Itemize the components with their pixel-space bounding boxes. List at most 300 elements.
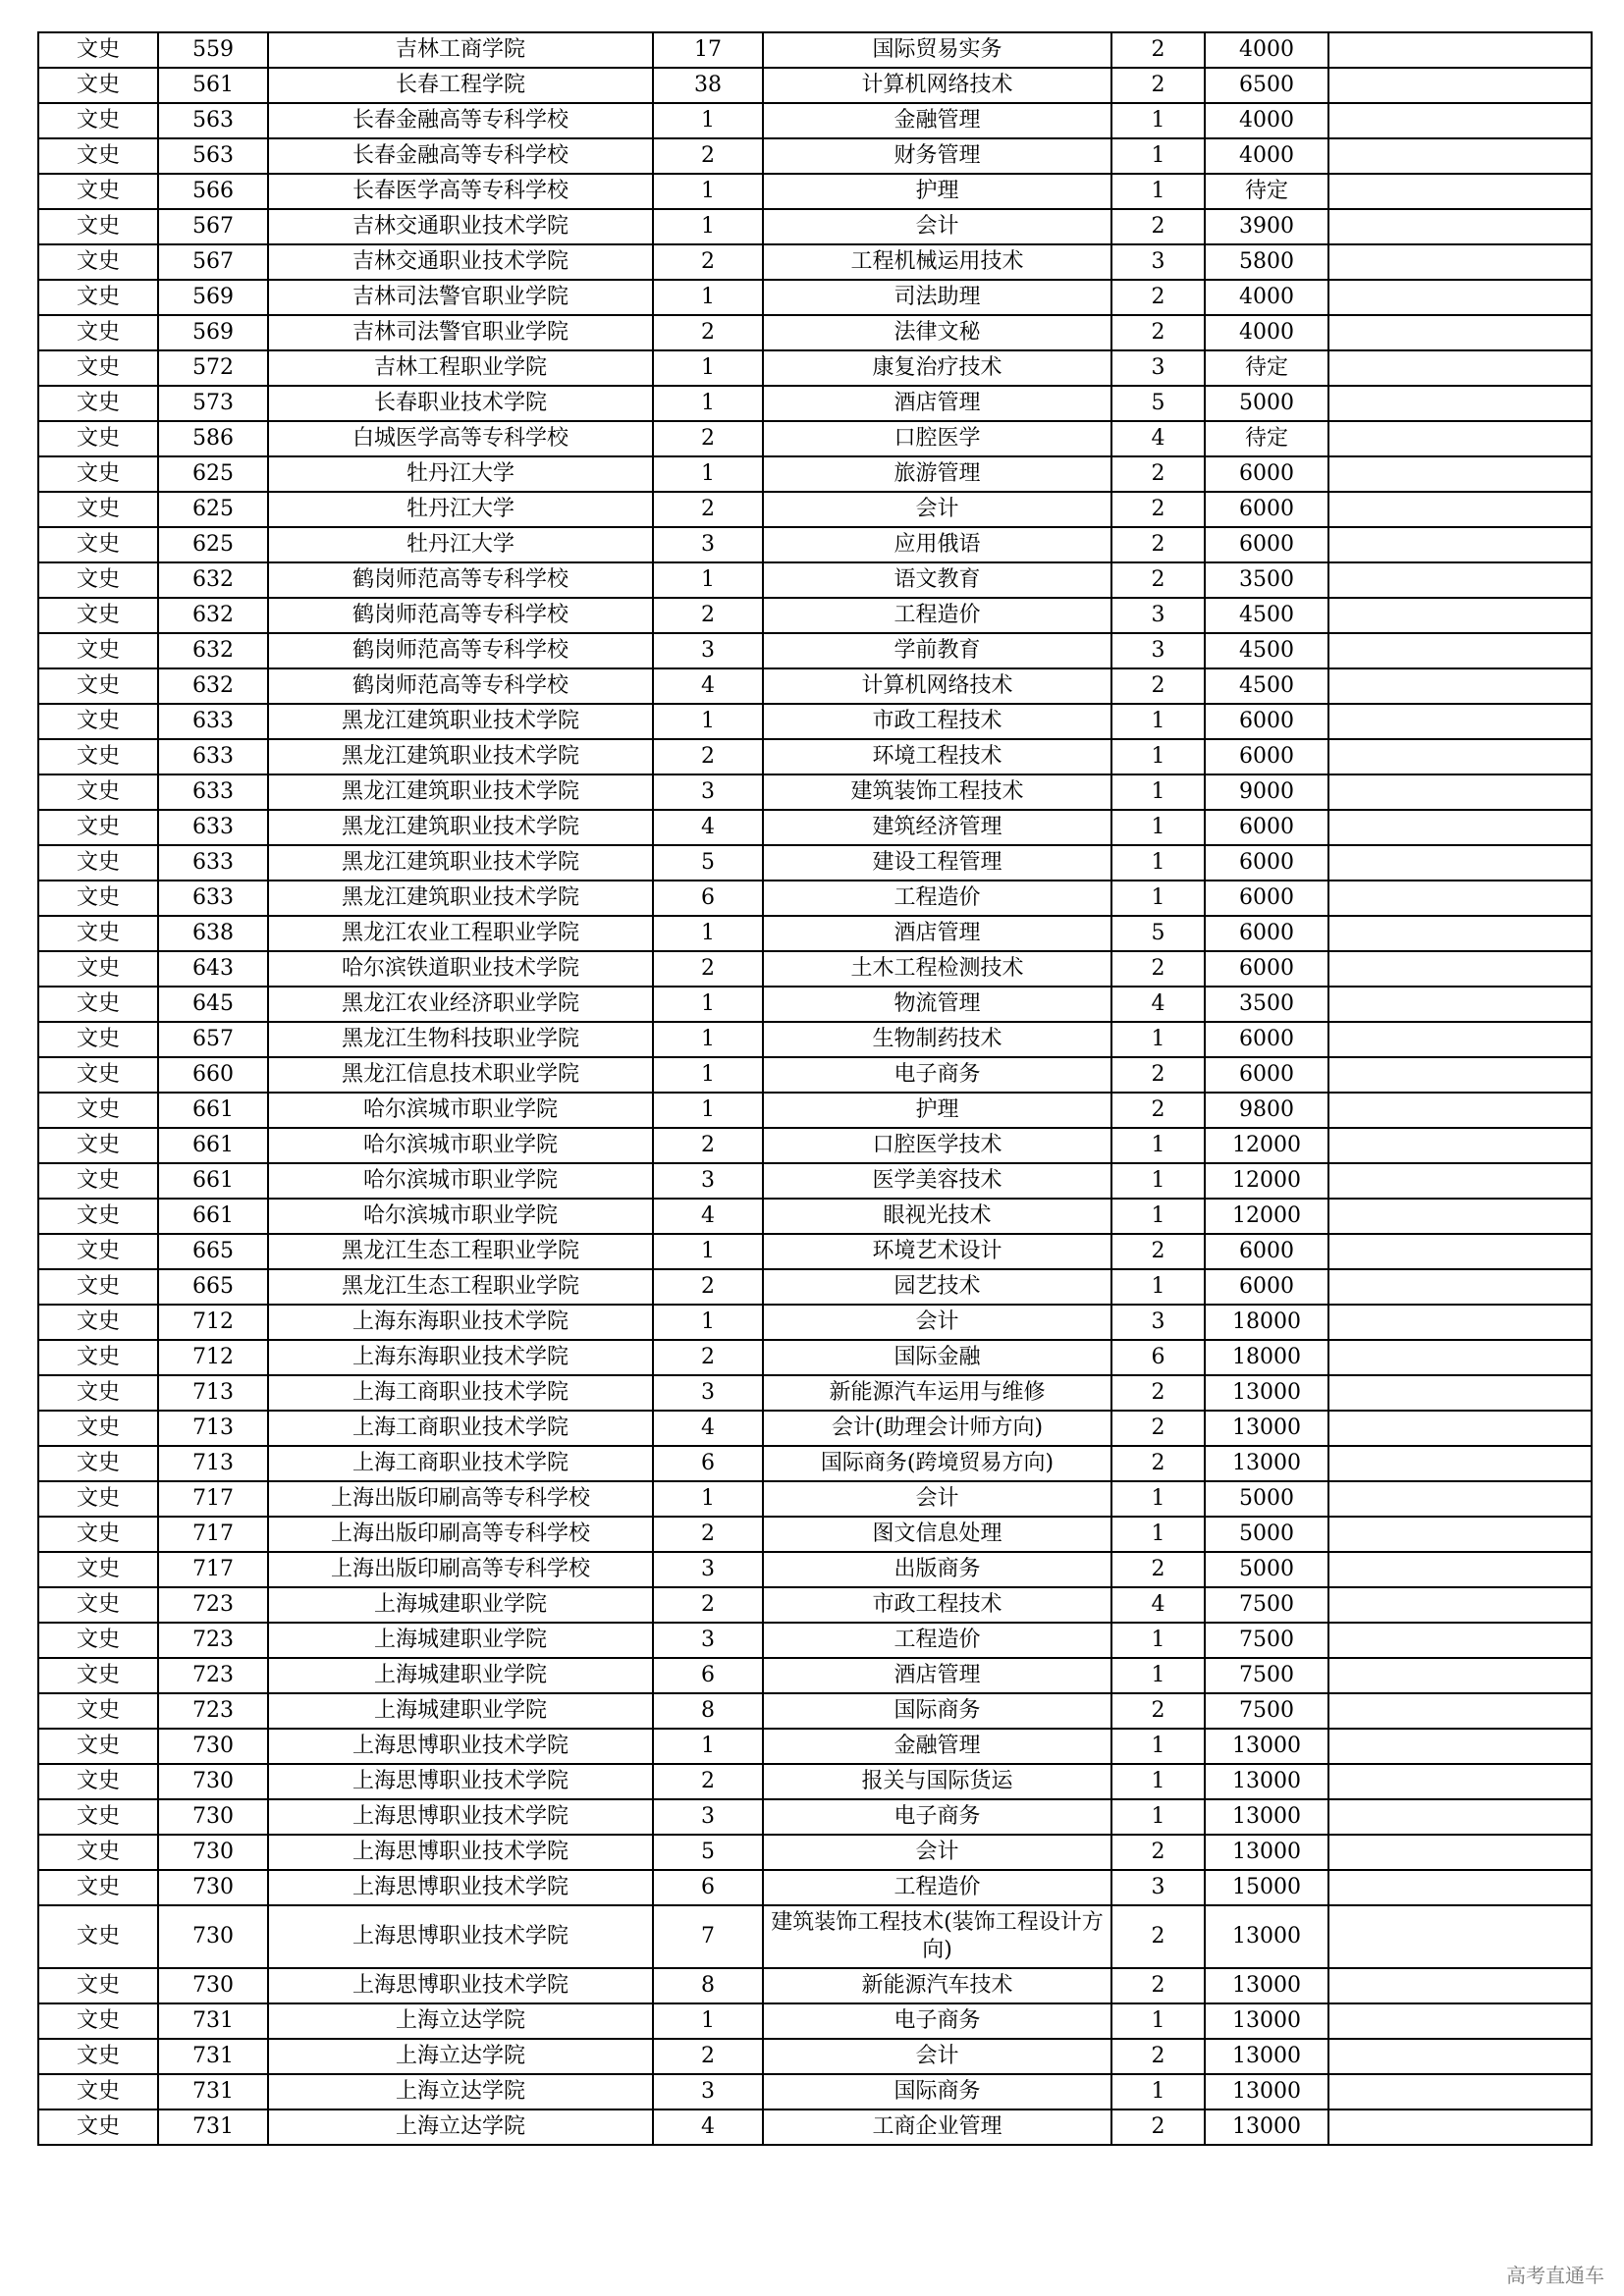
school-code-cell: 713 bbox=[158, 1446, 268, 1481]
major-name-cell: 学前教育 bbox=[763, 633, 1111, 668]
table-row bbox=[38, 1835, 1592, 1870]
major-name-cell: 国际贸易实务 bbox=[763, 32, 1111, 68]
tuition-cell: 6000 bbox=[1205, 810, 1328, 845]
major-name-cell: 工程造价 bbox=[763, 598, 1111, 633]
tuition-cell: 13000 bbox=[1205, 1375, 1328, 1411]
table-row bbox=[38, 1340, 1592, 1375]
category-cell: 文史 bbox=[38, 1729, 158, 1764]
major-code-cell: 3 bbox=[653, 1163, 763, 1199]
remarks-cell bbox=[1328, 810, 1592, 845]
major-code-cell: 1 bbox=[653, 916, 763, 951]
major-name-cell: 国际商务 bbox=[763, 2074, 1111, 2109]
remarks-cell bbox=[1328, 2003, 1592, 2039]
school-code-cell: 638 bbox=[158, 916, 268, 951]
school-name-cell: 鹤岗师范高等专科学校 bbox=[268, 633, 653, 668]
table-row bbox=[38, 68, 1592, 103]
school-code-cell: 569 bbox=[158, 315, 268, 350]
plan-count-cell: 2 bbox=[1111, 1375, 1205, 1411]
tuition-cell: 13000 bbox=[1205, 1446, 1328, 1481]
category-cell: 文史 bbox=[38, 350, 158, 386]
remarks-cell bbox=[1328, 1835, 1592, 1870]
school-name-cell: 黑龙江农业工程职业学院 bbox=[268, 916, 653, 951]
major-code-cell: 17 bbox=[653, 32, 763, 68]
plan-count-cell: 1 bbox=[1111, 704, 1205, 739]
remarks-cell bbox=[1328, 386, 1592, 421]
major-name-cell: 市政工程技术 bbox=[763, 704, 1111, 739]
major-code-cell: 1 bbox=[653, 562, 763, 598]
tuition-cell: 6000 bbox=[1205, 1269, 1328, 1305]
tuition-cell: 13000 bbox=[1205, 1835, 1328, 1870]
major-code-cell: 2 bbox=[653, 2039, 763, 2074]
tuition-cell: 13000 bbox=[1205, 1411, 1328, 1446]
major-code-cell: 1 bbox=[653, 2003, 763, 2039]
school-code-cell: 625 bbox=[158, 456, 268, 492]
remarks-cell bbox=[1328, 1658, 1592, 1693]
category-cell: 文史 bbox=[38, 774, 158, 810]
major-name-cell: 环境工程技术 bbox=[763, 739, 1111, 774]
category-cell: 文史 bbox=[38, 421, 158, 456]
table-row bbox=[38, 1305, 1592, 1340]
category-cell: 文史 bbox=[38, 209, 158, 244]
remarks-cell bbox=[1328, 1799, 1592, 1835]
plan-count-cell: 2 bbox=[1111, 1057, 1205, 1093]
school-name-cell: 上海出版印刷高等专科学校 bbox=[268, 1517, 653, 1552]
major-code-cell: 1 bbox=[653, 704, 763, 739]
category-cell: 文史 bbox=[38, 845, 158, 881]
remarks-cell bbox=[1328, 1234, 1592, 1269]
tuition-cell: 12000 bbox=[1205, 1163, 1328, 1199]
major-name-cell: 语文教育 bbox=[763, 562, 1111, 598]
table-row bbox=[38, 386, 1592, 421]
category-cell: 文史 bbox=[38, 174, 158, 209]
remarks-cell bbox=[1328, 1411, 1592, 1446]
category-cell: 文史 bbox=[38, 1446, 158, 1481]
plan-count-cell: 6 bbox=[1111, 1340, 1205, 1375]
category-cell: 文史 bbox=[38, 244, 158, 280]
table-row bbox=[38, 810, 1592, 845]
remarks-cell bbox=[1328, 1199, 1592, 1234]
table-row bbox=[38, 1764, 1592, 1799]
category-cell: 文史 bbox=[38, 598, 158, 633]
tuition-cell: 6000 bbox=[1205, 1057, 1328, 1093]
school-name-cell: 上海东海职业技术学院 bbox=[268, 1340, 653, 1375]
school-name-cell: 上海工商职业技术学院 bbox=[268, 1446, 653, 1481]
plan-count-cell: 2 bbox=[1111, 32, 1205, 68]
school-code-cell: 625 bbox=[158, 492, 268, 527]
table-row bbox=[38, 739, 1592, 774]
plan-count-cell: 2 bbox=[1111, 456, 1205, 492]
tuition-cell: 13000 bbox=[1205, 2074, 1328, 2109]
major-name-cell: 财务管理 bbox=[763, 138, 1111, 174]
category-cell: 文史 bbox=[38, 1905, 158, 1968]
school-name-cell: 黑龙江农业经济职业学院 bbox=[268, 987, 653, 1022]
remarks-cell bbox=[1328, 633, 1592, 668]
school-code-cell: 633 bbox=[158, 739, 268, 774]
table-row bbox=[38, 1799, 1592, 1835]
major-name-cell: 会计 bbox=[763, 2039, 1111, 2074]
major-name-cell: 电子商务 bbox=[763, 1799, 1111, 1835]
plan-count-cell: 1 bbox=[1111, 103, 1205, 138]
plan-count-cell: 3 bbox=[1111, 1305, 1205, 1340]
major-code-cell: 1 bbox=[653, 280, 763, 315]
plan-count-cell: 2 bbox=[1111, 1234, 1205, 1269]
remarks-cell bbox=[1328, 350, 1592, 386]
category-cell: 文史 bbox=[38, 1481, 158, 1517]
remarks-cell bbox=[1328, 280, 1592, 315]
remarks-cell bbox=[1328, 1481, 1592, 1517]
category-cell: 文史 bbox=[38, 1587, 158, 1623]
remarks-cell bbox=[1328, 209, 1592, 244]
major-name-cell: 会计(助理会计师方向) bbox=[763, 1411, 1111, 1446]
school-name-cell: 鹤岗师范高等专科学校 bbox=[268, 668, 653, 704]
plan-count-cell: 1 bbox=[1111, 845, 1205, 881]
major-code-cell: 6 bbox=[653, 881, 763, 916]
tuition-cell: 6000 bbox=[1205, 845, 1328, 881]
major-code-cell: 2 bbox=[653, 739, 763, 774]
plan-count-cell: 1 bbox=[1111, 1481, 1205, 1517]
table-row bbox=[38, 1022, 1592, 1057]
table-row bbox=[38, 1375, 1592, 1411]
major-code-cell: 6 bbox=[653, 1658, 763, 1693]
school-name-cell: 白城医学高等专科学校 bbox=[268, 421, 653, 456]
school-name-cell: 上海立达学院 bbox=[268, 2109, 653, 2145]
remarks-cell bbox=[1328, 916, 1592, 951]
major-code-cell: 1 bbox=[653, 1093, 763, 1128]
tuition-cell: 9800 bbox=[1205, 1093, 1328, 1128]
school-code-cell: 723 bbox=[158, 1587, 268, 1623]
category-cell: 文史 bbox=[38, 1870, 158, 1905]
school-name-cell: 黑龙江建筑职业技术学院 bbox=[268, 810, 653, 845]
major-code-cell: 3 bbox=[653, 1799, 763, 1835]
category-cell: 文史 bbox=[38, 315, 158, 350]
school-name-cell: 黑龙江信息技术职业学院 bbox=[268, 1057, 653, 1093]
school-name-cell: 鹤岗师范高等专科学校 bbox=[268, 562, 653, 598]
major-code-cell: 8 bbox=[653, 1693, 763, 1729]
plan-count-cell: 2 bbox=[1111, 527, 1205, 562]
plan-count-cell: 2 bbox=[1111, 315, 1205, 350]
table-row bbox=[38, 1658, 1592, 1693]
school-name-cell: 黑龙江建筑职业技术学院 bbox=[268, 739, 653, 774]
category-cell: 文史 bbox=[38, 562, 158, 598]
school-name-cell: 黑龙江建筑职业技术学院 bbox=[268, 881, 653, 916]
major-name-cell: 口腔医学 bbox=[763, 421, 1111, 456]
remarks-cell bbox=[1328, 1729, 1592, 1764]
major-code-cell: 6 bbox=[653, 1446, 763, 1481]
school-code-cell: 665 bbox=[158, 1234, 268, 1269]
table-row bbox=[38, 492, 1592, 527]
tuition-cell: 4500 bbox=[1205, 668, 1328, 704]
plan-count-cell: 4 bbox=[1111, 1587, 1205, 1623]
table-row bbox=[38, 421, 1592, 456]
tuition-cell: 6000 bbox=[1205, 951, 1328, 987]
category-cell: 文史 bbox=[38, 916, 158, 951]
major-name-cell: 会计 bbox=[763, 492, 1111, 527]
school-code-cell: 665 bbox=[158, 1269, 268, 1305]
major-code-cell: 5 bbox=[653, 845, 763, 881]
school-code-cell: 567 bbox=[158, 244, 268, 280]
remarks-cell bbox=[1328, 492, 1592, 527]
major-name-cell: 建筑装饰工程技术(装饰工程设计方向) bbox=[763, 1905, 1111, 1968]
major-name-cell: 生物制药技术 bbox=[763, 1022, 1111, 1057]
school-name-cell: 上海立达学院 bbox=[268, 2074, 653, 2109]
tuition-cell: 4000 bbox=[1205, 103, 1328, 138]
table-row bbox=[38, 916, 1592, 951]
school-name-cell: 上海立达学院 bbox=[268, 2003, 653, 2039]
plan-count-cell: 2 bbox=[1111, 1905, 1205, 1968]
category-cell: 文史 bbox=[38, 2109, 158, 2145]
plan-count-cell: 2 bbox=[1111, 2039, 1205, 2074]
school-name-cell: 上海工商职业技术学院 bbox=[268, 1411, 653, 1446]
tuition-cell: 7500 bbox=[1205, 1693, 1328, 1729]
major-code-cell: 4 bbox=[653, 810, 763, 845]
remarks-cell bbox=[1328, 845, 1592, 881]
major-code-cell: 1 bbox=[653, 1481, 763, 1517]
major-code-cell: 3 bbox=[653, 633, 763, 668]
category-cell: 文史 bbox=[38, 1517, 158, 1552]
tuition-cell: 5000 bbox=[1205, 1552, 1328, 1587]
plan-count-cell: 1 bbox=[1111, 138, 1205, 174]
major-code-cell: 2 bbox=[653, 1269, 763, 1305]
category-cell: 文史 bbox=[38, 1411, 158, 1446]
major-code-cell: 2 bbox=[653, 138, 763, 174]
school-code-cell: 633 bbox=[158, 881, 268, 916]
school-code-cell: 723 bbox=[158, 1623, 268, 1658]
tuition-cell: 12000 bbox=[1205, 1199, 1328, 1234]
table-row bbox=[38, 2109, 1592, 2145]
major-name-cell: 金融管理 bbox=[763, 103, 1111, 138]
major-name-cell: 土木工程检测技术 bbox=[763, 951, 1111, 987]
table-row bbox=[38, 562, 1592, 598]
school-name-cell: 长春工程学院 bbox=[268, 68, 653, 103]
major-name-cell: 酒店管理 bbox=[763, 916, 1111, 951]
remarks-cell bbox=[1328, 668, 1592, 704]
tuition-cell: 4000 bbox=[1205, 315, 1328, 350]
school-code-cell: 717 bbox=[158, 1552, 268, 1587]
remarks-cell bbox=[1328, 1022, 1592, 1057]
table-row bbox=[38, 598, 1592, 633]
school-code-cell: 661 bbox=[158, 1163, 268, 1199]
major-name-cell: 会计 bbox=[763, 1305, 1111, 1340]
tuition-cell: 12000 bbox=[1205, 1128, 1328, 1163]
major-name-cell: 图文信息处理 bbox=[763, 1517, 1111, 1552]
school-code-cell: 660 bbox=[158, 1057, 268, 1093]
plan-count-cell: 2 bbox=[1111, 68, 1205, 103]
category-cell: 文史 bbox=[38, 527, 158, 562]
major-code-cell: 2 bbox=[653, 1587, 763, 1623]
table-row bbox=[38, 1163, 1592, 1199]
school-code-cell: 712 bbox=[158, 1305, 268, 1340]
category-cell: 文史 bbox=[38, 1269, 158, 1305]
major-name-cell: 旅游管理 bbox=[763, 456, 1111, 492]
tuition-cell: 13000 bbox=[1205, 2003, 1328, 2039]
school-name-cell: 上海东海职业技术学院 bbox=[268, 1305, 653, 1340]
category-cell: 文史 bbox=[38, 68, 158, 103]
tuition-cell: 7500 bbox=[1205, 1587, 1328, 1623]
major-code-cell: 2 bbox=[653, 1340, 763, 1375]
plan-count-cell: 1 bbox=[1111, 774, 1205, 810]
school-code-cell: 713 bbox=[158, 1375, 268, 1411]
school-code-cell: 712 bbox=[158, 1340, 268, 1375]
tuition-cell: 7500 bbox=[1205, 1658, 1328, 1693]
tuition-cell: 13000 bbox=[1205, 1729, 1328, 1764]
remarks-cell bbox=[1328, 739, 1592, 774]
category-cell: 文史 bbox=[38, 1968, 158, 2003]
remarks-cell bbox=[1328, 774, 1592, 810]
plan-count-cell: 5 bbox=[1111, 386, 1205, 421]
tuition-cell: 6000 bbox=[1205, 527, 1328, 562]
school-code-cell: 730 bbox=[158, 1799, 268, 1835]
category-cell: 文史 bbox=[38, 2003, 158, 2039]
plan-count-cell: 1 bbox=[1111, 1623, 1205, 1658]
category-cell: 文史 bbox=[38, 1693, 158, 1729]
school-name-cell: 上海思博职业技术学院 bbox=[268, 1729, 653, 1764]
major-code-cell: 3 bbox=[653, 1623, 763, 1658]
major-code-cell: 1 bbox=[653, 103, 763, 138]
major-code-cell: 3 bbox=[653, 1375, 763, 1411]
tuition-cell: 待定 bbox=[1205, 421, 1328, 456]
plan-count-cell: 1 bbox=[1111, 1764, 1205, 1799]
category-cell: 文史 bbox=[38, 103, 158, 138]
major-code-cell: 8 bbox=[653, 1968, 763, 2003]
remarks-cell bbox=[1328, 1517, 1592, 1552]
plan-count-cell: 1 bbox=[1111, 174, 1205, 209]
table-row bbox=[38, 1968, 1592, 2003]
plan-count-cell: 1 bbox=[1111, 1658, 1205, 1693]
remarks-cell bbox=[1328, 704, 1592, 739]
table-row bbox=[38, 1905, 1592, 1968]
plan-count-cell: 1 bbox=[1111, 1729, 1205, 1764]
school-name-cell: 长春金融高等专科学校 bbox=[268, 103, 653, 138]
category-cell: 文史 bbox=[38, 1340, 158, 1375]
major-name-cell: 工程造价 bbox=[763, 1623, 1111, 1658]
remarks-cell bbox=[1328, 1375, 1592, 1411]
school-code-cell: 559 bbox=[158, 32, 268, 68]
school-code-cell: 713 bbox=[158, 1411, 268, 1446]
plan-count-cell: 1 bbox=[1111, 810, 1205, 845]
tuition-cell: 18000 bbox=[1205, 1340, 1328, 1375]
remarks-cell bbox=[1328, 951, 1592, 987]
major-code-cell: 3 bbox=[653, 527, 763, 562]
table-row bbox=[38, 350, 1592, 386]
major-name-cell: 应用俄语 bbox=[763, 527, 1111, 562]
category-cell: 文史 bbox=[38, 881, 158, 916]
table-row bbox=[38, 1481, 1592, 1517]
plan-count-cell: 2 bbox=[1111, 1835, 1205, 1870]
category-cell: 文史 bbox=[38, 704, 158, 739]
major-name-cell: 金融管理 bbox=[763, 1729, 1111, 1764]
tuition-cell: 5000 bbox=[1205, 1517, 1328, 1552]
remarks-cell bbox=[1328, 68, 1592, 103]
major-name-cell: 园艺技术 bbox=[763, 1269, 1111, 1305]
remarks-cell bbox=[1328, 1305, 1592, 1340]
remarks-cell bbox=[1328, 315, 1592, 350]
remarks-cell bbox=[1328, 174, 1592, 209]
school-code-cell: 731 bbox=[158, 2003, 268, 2039]
plan-count-cell: 2 bbox=[1111, 562, 1205, 598]
tuition-cell: 4500 bbox=[1205, 633, 1328, 668]
remarks-cell bbox=[1328, 244, 1592, 280]
major-name-cell: 工程造价 bbox=[763, 881, 1111, 916]
remarks-cell bbox=[1328, 881, 1592, 916]
category-cell: 文史 bbox=[38, 1057, 158, 1093]
remarks-cell bbox=[1328, 103, 1592, 138]
school-name-cell: 吉林司法警官职业学院 bbox=[268, 315, 653, 350]
remarks-cell bbox=[1328, 1446, 1592, 1481]
table-row bbox=[38, 1870, 1592, 1905]
tuition-cell: 6000 bbox=[1205, 916, 1328, 951]
remarks-cell bbox=[1328, 456, 1592, 492]
tuition-cell: 3500 bbox=[1205, 987, 1328, 1022]
table-row bbox=[38, 1587, 1592, 1623]
category-cell: 文史 bbox=[38, 1764, 158, 1799]
major-code-cell: 3 bbox=[653, 1552, 763, 1587]
plan-count-cell: 3 bbox=[1111, 598, 1205, 633]
major-code-cell: 6 bbox=[653, 1870, 763, 1905]
school-code-cell: 661 bbox=[158, 1128, 268, 1163]
school-name-cell: 牡丹江大学 bbox=[268, 456, 653, 492]
major-name-cell: 新能源汽车技术 bbox=[763, 1968, 1111, 2003]
plan-count-cell: 2 bbox=[1111, 1446, 1205, 1481]
enrollment-table-sheet bbox=[37, 31, 1593, 2146]
remarks-cell bbox=[1328, 32, 1592, 68]
tuition-cell: 待定 bbox=[1205, 174, 1328, 209]
school-name-cell: 吉林交通职业技术学院 bbox=[268, 244, 653, 280]
school-code-cell: 633 bbox=[158, 810, 268, 845]
plan-count-cell: 2 bbox=[1111, 492, 1205, 527]
school-code-cell: 567 bbox=[158, 209, 268, 244]
major-code-cell: 1 bbox=[653, 1305, 763, 1340]
school-name-cell: 哈尔滨城市职业学院 bbox=[268, 1128, 653, 1163]
remarks-cell bbox=[1328, 1870, 1592, 1905]
table-row bbox=[38, 987, 1592, 1022]
remarks-cell bbox=[1328, 1128, 1592, 1163]
remarks-cell bbox=[1328, 138, 1592, 174]
plan-count-cell: 1 bbox=[1111, 739, 1205, 774]
tuition-cell: 4000 bbox=[1205, 32, 1328, 68]
school-code-cell: 563 bbox=[158, 103, 268, 138]
major-name-cell: 工程机械运用技术 bbox=[763, 244, 1111, 280]
major-name-cell: 电子商务 bbox=[763, 1057, 1111, 1093]
major-name-cell: 建设工程管理 bbox=[763, 845, 1111, 881]
category-cell: 文史 bbox=[38, 1623, 158, 1658]
table-row bbox=[38, 2003, 1592, 2039]
tuition-cell: 6000 bbox=[1205, 881, 1328, 916]
remarks-cell bbox=[1328, 421, 1592, 456]
plan-count-cell: 1 bbox=[1111, 1022, 1205, 1057]
table-row bbox=[38, 138, 1592, 174]
tuition-cell: 13000 bbox=[1205, 1968, 1328, 2003]
tuition-cell: 5000 bbox=[1205, 1481, 1328, 1517]
school-name-cell: 上海思博职业技术学院 bbox=[268, 1905, 653, 1968]
category-cell: 文史 bbox=[38, 810, 158, 845]
table-row bbox=[38, 244, 1592, 280]
major-name-cell: 建筑装饰工程技术 bbox=[763, 774, 1111, 810]
category-cell: 文史 bbox=[38, 668, 158, 704]
school-code-cell: 633 bbox=[158, 845, 268, 881]
major-code-cell: 3 bbox=[653, 2074, 763, 2109]
major-code-cell: 2 bbox=[653, 1517, 763, 1552]
category-cell: 文史 bbox=[38, 1552, 158, 1587]
major-code-cell: 2 bbox=[653, 315, 763, 350]
major-name-cell: 酒店管理 bbox=[763, 1658, 1111, 1693]
major-name-cell: 会计 bbox=[763, 1481, 1111, 1517]
school-name-cell: 哈尔滨城市职业学院 bbox=[268, 1199, 653, 1234]
tuition-cell: 13000 bbox=[1205, 1799, 1328, 1835]
tuition-cell: 18000 bbox=[1205, 1305, 1328, 1340]
plan-count-cell: 3 bbox=[1111, 633, 1205, 668]
table-row bbox=[38, 456, 1592, 492]
major-name-cell: 护理 bbox=[763, 174, 1111, 209]
